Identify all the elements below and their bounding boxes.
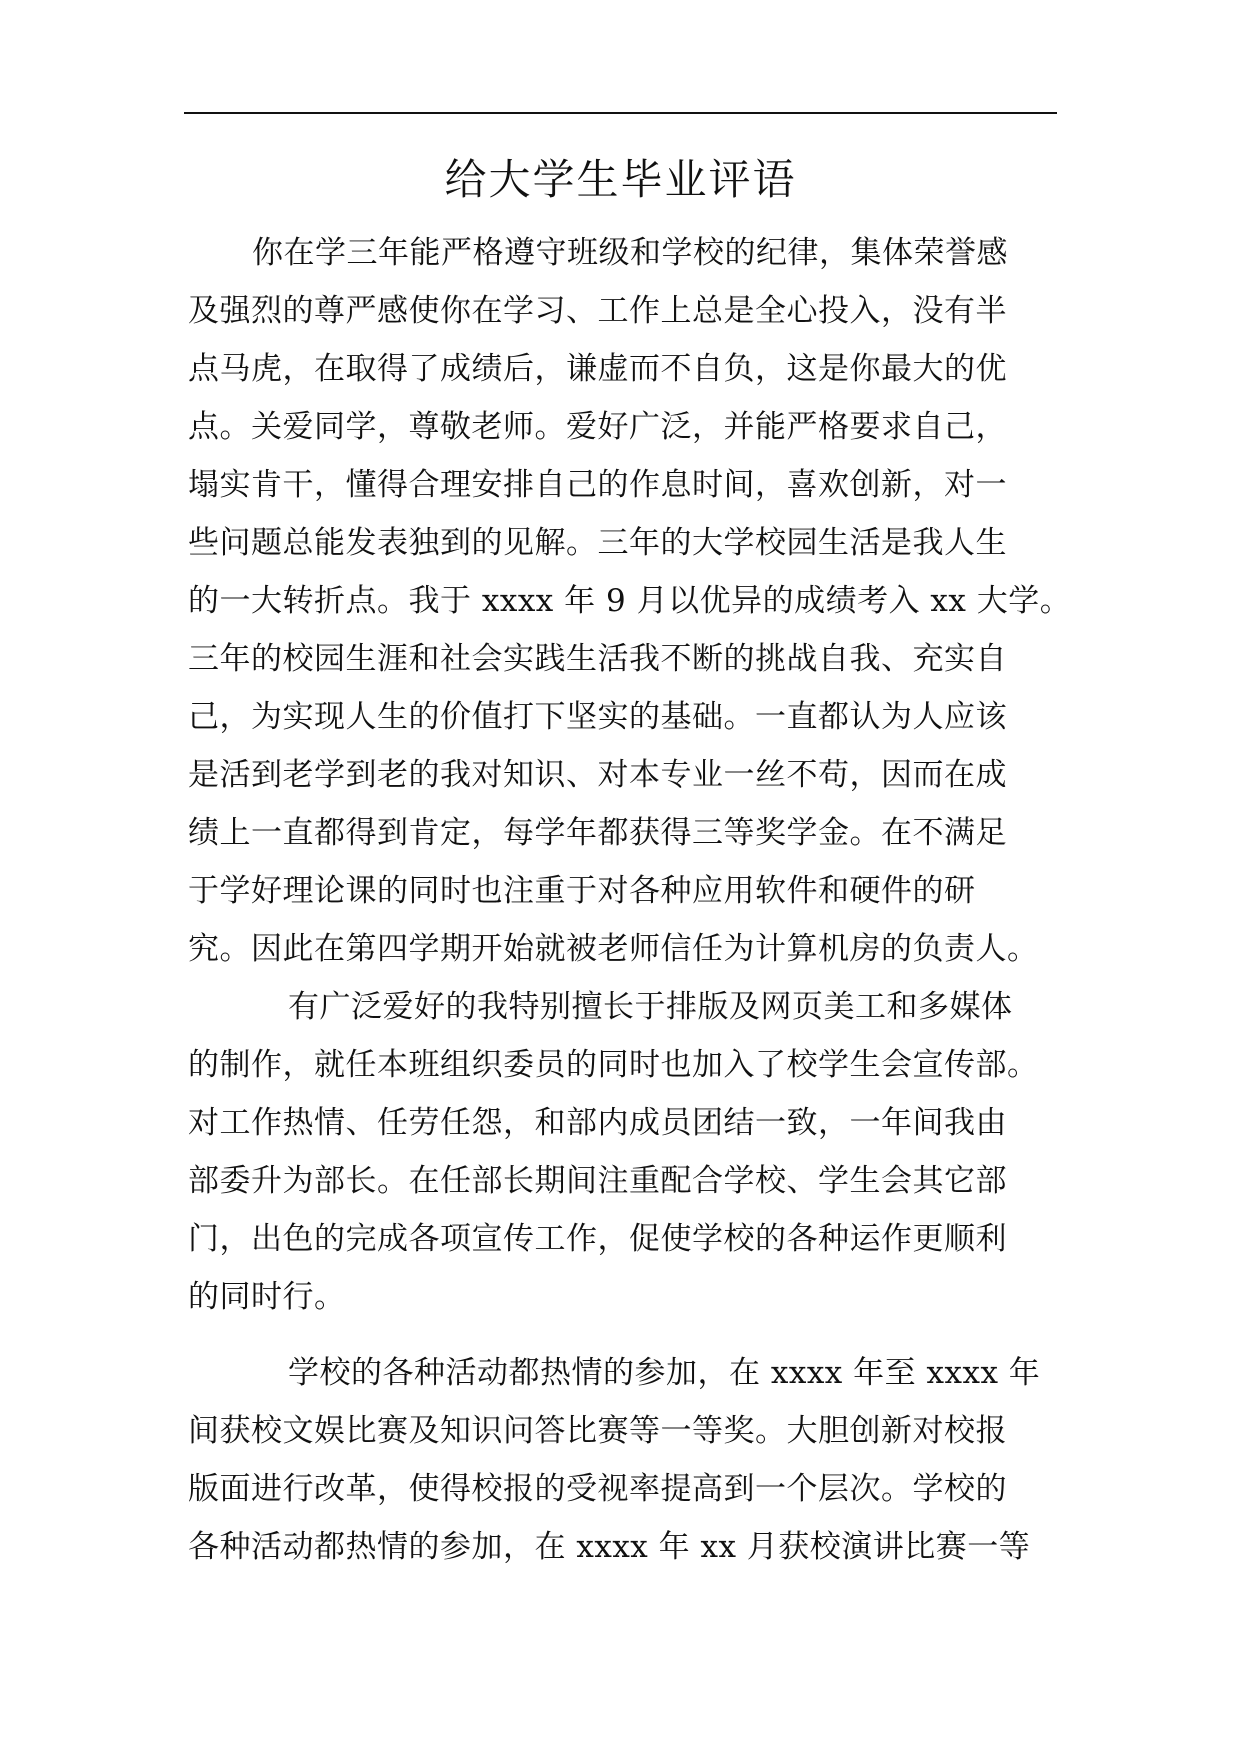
text-line: 点。关爱同学，尊敬老师。爱好广泛，并能严格要求自己， <box>188 409 1007 445</box>
text-line: 是活到老学到老的我对知识、对本专业一丝不苟，因而在成 <box>188 757 1007 793</box>
document-body <box>188 224 1072 1576</box>
text-line: 及强烈的尊严感使你在学习、工作上总是全心投入，没有半 <box>188 293 1007 329</box>
text-line: 究。因此在第四学期开始就被老师信任为计算机房的负责人。 <box>188 931 1039 967</box>
text-line: 各种活动都热情的参加，在 xxxx 年 xx 月获校演讲比赛一等 <box>188 1529 1031 1565</box>
text-line: 绩上一直都得到肯定，每学年都获得三等奖学金。在不满足 <box>188 815 1007 851</box>
paragraph-gap <box>188 1326 1060 1344</box>
document-title: 给大学生毕业评语 <box>444 155 797 204</box>
text-line: 的同时行。 <box>188 1279 346 1315</box>
text-line: 学校的各种活动都热情的参加，在 xxxx 年至 xxxx 年 <box>288 1355 1041 1391</box>
text-line: 你在学三年能严格遵守班级和学校的纪律，集体荣誉感 <box>252 235 1008 271</box>
text-line: 些问题总能发表独到的见解。三年的大学校园生活是我人生 <box>188 525 1007 561</box>
header-rule <box>184 112 1057 114</box>
text-line: 三年的校园生涯和社会实践生活我不断的挑战自我、充实自 <box>188 641 1007 677</box>
text-line: 己，为实现人生的价值打下坚实的基础。一直都认为人应该 <box>188 699 1007 735</box>
text-line: 版面进行改革，使得校报的受视率提高到一个层次。学校的 <box>188 1471 1007 1507</box>
text-line: 的一大转折点。我于 xxxx 年 9 月以优异的成绩考入 xx 大学。 <box>188 583 1072 619</box>
text-line: 间获校文娱比赛及知识问答比赛等一等奖。大胆创新对校报 <box>188 1413 1007 1449</box>
paragraph-3 <box>188 1344 1060 1576</box>
text-line: 于学好理论课的同时也注重于对各种应用软件和硬件的研 <box>188 873 976 909</box>
text-line: 有广泛爱好的我特别擅长于排版及网页美工和多媒体 <box>288 989 1013 1025</box>
paragraph-1 <box>188 224 1072 978</box>
text-line: 点马虎，在取得了成绩后，谦虚而不自负，这是你最大的优 <box>188 351 1007 387</box>
text-line: 塌实肯干，懂得合理安排自己的作息时间，喜欢创新，对一 <box>188 467 1007 503</box>
text-line: 对工作热情、任劳任怨，和部内成员团结一致，一年间我由 <box>188 1105 1007 1141</box>
paragraph-2 <box>188 978 1060 1326</box>
text-line: 部委升为部长。在任部长期间注重配合学校、学生会其它部 <box>188 1163 1007 1199</box>
text-line: 门，出色的完成各项宣传工作，促使学校的各种运作更顺利 <box>188 1221 1007 1257</box>
text-line: 的制作，就任本班组织委员的同时也加入了校学生会宣传部。 <box>188 1047 1039 1083</box>
